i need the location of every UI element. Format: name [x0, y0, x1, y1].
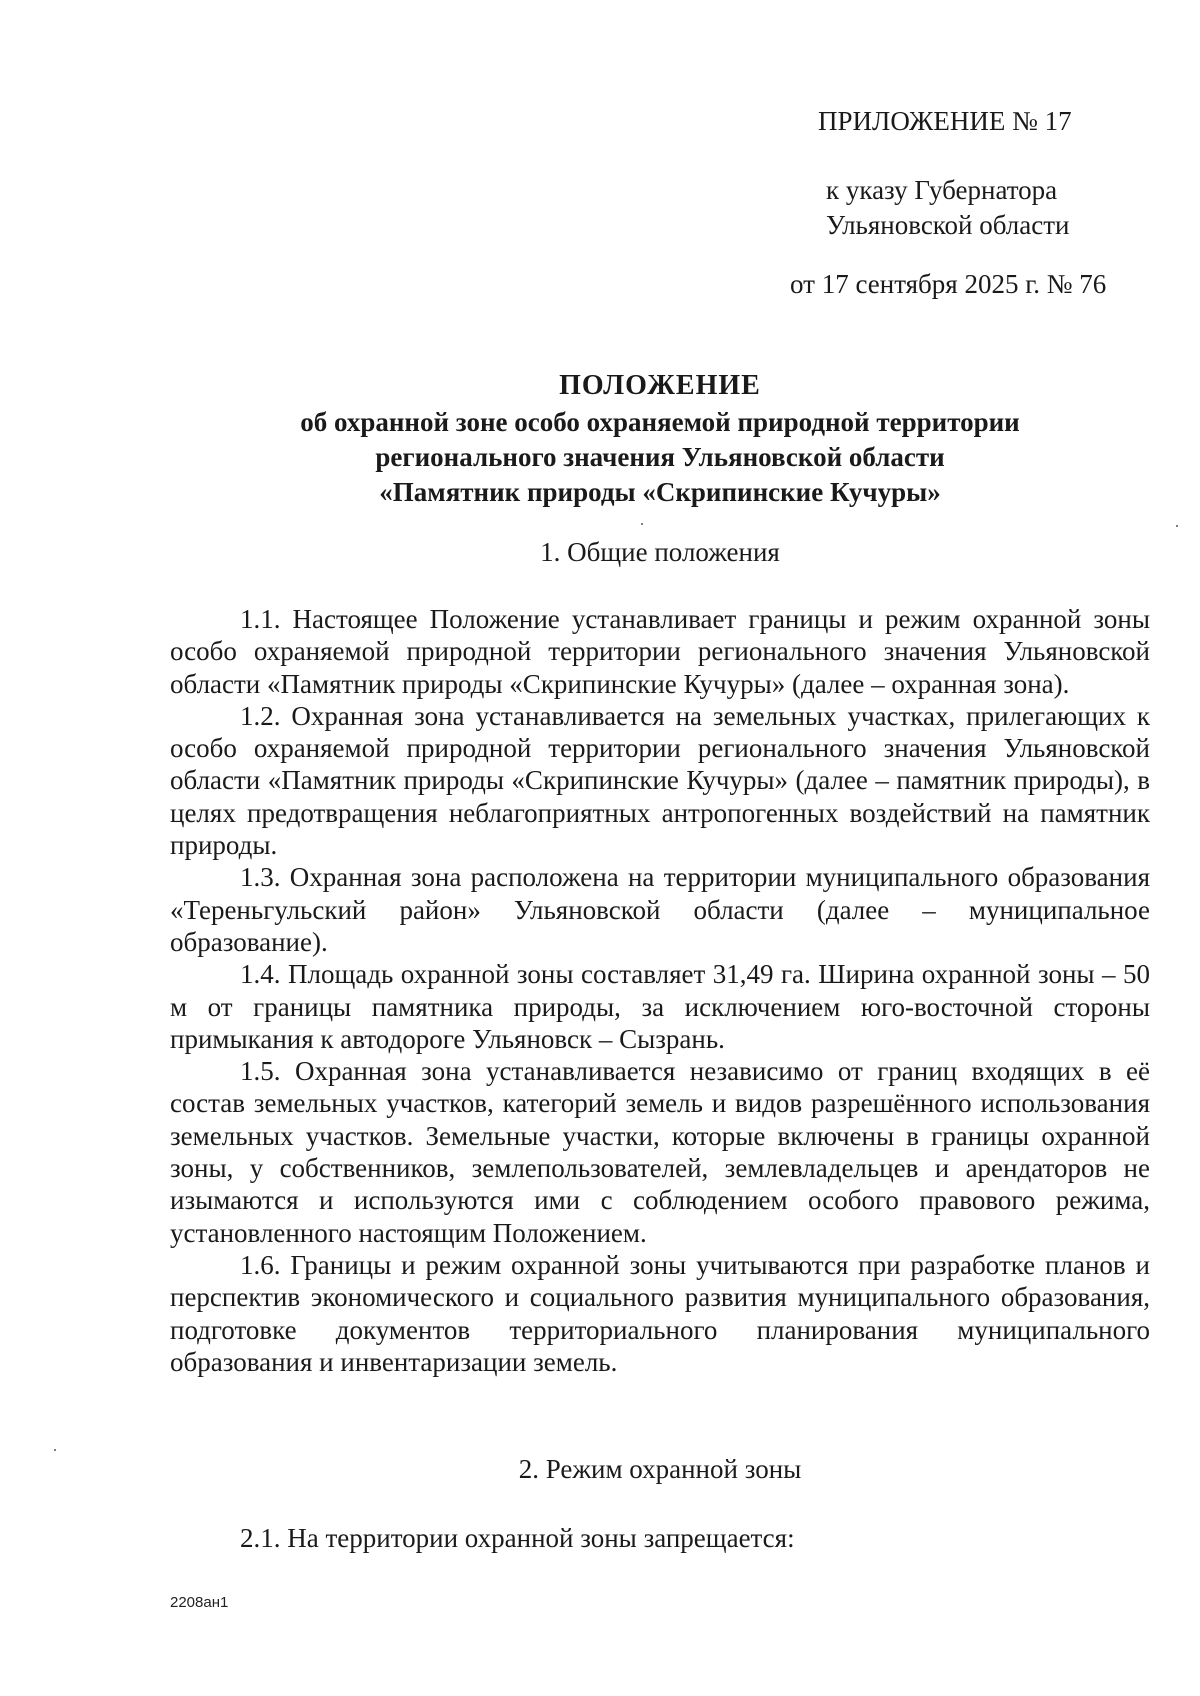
scan-speck: [54, 1449, 56, 1451]
decree-reference-line1: к указу Губернатора: [826, 175, 1058, 205]
title-line-1: об охранной зоне особо охраняемой природной территории: [300, 407, 1020, 437]
title-line-2: регионального значения Ульяновской области: [375, 442, 945, 472]
section-heading-general: 1. Общие положения: [540, 537, 780, 567]
scan-speck: [641, 523, 643, 525]
scan-speck: [1176, 525, 1178, 527]
clause-1-4: 1.4. Площадь охранной зоны составляет 31,49 га. Ширина охранной зоны – 50 м от границы памятника природы, за исключением юго-восточной стороны примыкания к автодороге Ульяновск – Сызрань.: [170, 959, 1150, 1054]
decree-date: от 17 сентября 2025 г. № 76: [790, 269, 1107, 299]
clause-1-2: 1.2. Охранная зона устанавливается на земельных участках, прилегающих к особо охраняемой природной территории регионального значения Ульяновской области «Памятник природы «Скрипинские Кучуры» (далее – памятник природы), в целях предотвращения неблагоприятных антропогенных воздействий на памятник природы.: [170, 700, 1150, 861]
document-code: 2208ан1: [170, 1594, 229, 1611]
clause-1-5: 1.5. Охранная зона устанавливается независимо от границ входящих в её состав земельных участков, категорий земель и видов разрешённого использования земельных участков. Земельные участки, которые включены в границы охранной зоны, у собственников, землепользователей, землевладельцев и арендаторов не изымаются и используются ими с соблюдением особого правового режима, установленного настоящим Положением.: [170, 1056, 1150, 1248]
section-heading-regime: 2. Режим охранной зоны: [518, 1454, 802, 1484]
section-general-body: [170, 603, 1150, 1378]
appendix-label: ПРИЛОЖЕНИЕ № 17: [818, 106, 1072, 136]
clause-1-1: 1.1. Настоящее Положение устанавливает границы и режим охранной зоны особо охраняемой природной территории регионального значения Ульяновской области «Памятник природы «Скрипинские Кучуры» (далее – охранная зона).: [170, 604, 1150, 699]
document-title: [170, 368, 1150, 510]
decree-reference-line2: Ульяновской области: [826, 210, 1070, 240]
clause-2-1: 2.1. На территории охранной зоны запрещается:: [240, 1523, 795, 1553]
title-line-3: «Памятник природы «Скрипинские Кучуры»: [379, 477, 941, 507]
title-main: ПОЛОЖЕНИЕ: [559, 370, 761, 401]
clause-1-6: 1.6. Границы и режим охранной зоны учитываются при разработке планов и перспектив экономического и социального развития муниципального образования, подготовке документов территориального планирования муниципального образования и инвентаризации земель.: [170, 1249, 1150, 1377]
decree-reference: [826, 173, 1070, 243]
clause-1-3: 1.3. Охранная зона расположена на территории муниципального образования «Тереньгульский район» Ульяновской области (далее – муниципальное образование).: [170, 862, 1150, 957]
